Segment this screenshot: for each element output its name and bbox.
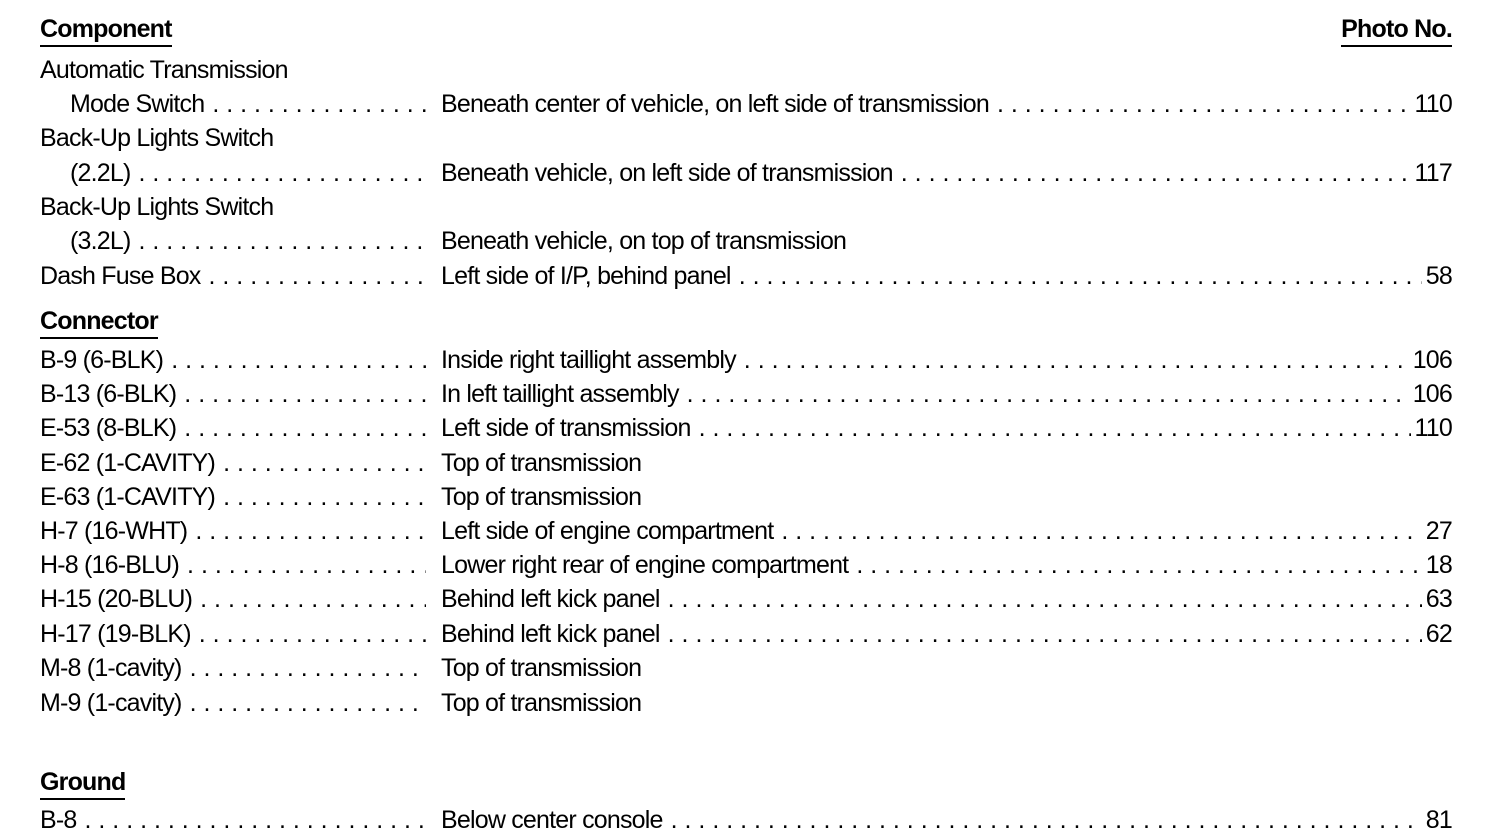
ground-location: Below center console bbox=[441, 806, 663, 834]
component-location: Beneath vehicle, on left side of transmission bbox=[441, 159, 893, 187]
leader-dots bbox=[781, 514, 1421, 548]
connector-name: B-13 (6-BLK) bbox=[40, 380, 177, 408]
leader-dots bbox=[223, 480, 426, 514]
connector-location: Left side of engine compartment bbox=[441, 517, 774, 545]
connector-location: Top of transmission bbox=[441, 689, 642, 717]
leader-dots bbox=[223, 446, 426, 480]
connector-heading: Connector bbox=[40, 306, 158, 339]
connector-location: Top of transmission bbox=[441, 483, 642, 511]
photo-number: 27 bbox=[1425, 517, 1452, 545]
leader-dots bbox=[699, 411, 1411, 445]
component-row-1 bbox=[40, 87, 1452, 121]
component-header-row bbox=[40, 14, 1452, 48]
connector-row bbox=[40, 377, 1452, 411]
component-title: Back-Up Lights Switch bbox=[40, 124, 274, 152]
connector-row bbox=[40, 617, 1452, 651]
photo-number: 81 bbox=[1425, 806, 1452, 834]
connector-location: Lower right rear of engine compartment bbox=[441, 551, 849, 579]
photo-number: 18 bbox=[1425, 551, 1452, 579]
connector-location: Left side of transmission bbox=[441, 414, 691, 442]
component-name: (3.2L) bbox=[70, 227, 131, 255]
photo-number: 106 bbox=[1412, 346, 1452, 374]
connector-location: Top of transmission bbox=[441, 654, 642, 682]
leader-dots bbox=[687, 377, 1409, 411]
connector-name: E-62 (1-CAVITY) bbox=[40, 449, 216, 477]
component-row-2 bbox=[40, 156, 1452, 190]
component-title: Automatic Transmission bbox=[40, 56, 288, 84]
component-row-4 bbox=[40, 259, 1452, 293]
photo-number: 110 bbox=[1414, 90, 1452, 118]
photo-number: 63 bbox=[1425, 585, 1452, 613]
component-name: Mode Switch bbox=[70, 90, 205, 118]
leader-dots bbox=[209, 259, 426, 293]
ground-header-row bbox=[40, 767, 1452, 801]
connector-row bbox=[40, 582, 1452, 616]
leader-dots bbox=[171, 343, 426, 377]
component-title: Back-Up Lights Switch bbox=[40, 193, 274, 221]
connector-row bbox=[40, 480, 1452, 514]
component-row-1-line1 bbox=[40, 53, 1452, 87]
component-row-2-line1 bbox=[40, 121, 1452, 155]
component-heading: Component bbox=[40, 14, 172, 47]
leader-dots bbox=[195, 514, 426, 548]
leader-dots bbox=[184, 377, 426, 411]
leader-dots bbox=[199, 617, 426, 651]
leader-dots bbox=[190, 686, 426, 720]
connector-name: E-53 (8-BLK) bbox=[40, 414, 177, 442]
leader-dots bbox=[997, 87, 1411, 121]
connector-row bbox=[40, 411, 1452, 445]
ground-row bbox=[40, 803, 1452, 837]
connector-name: M-9 (1-cavity) bbox=[40, 689, 182, 717]
leader-dots bbox=[184, 411, 426, 445]
connector-name: M-8 (1-cavity) bbox=[40, 654, 182, 682]
leader-dots bbox=[856, 548, 1421, 582]
component-name: Dash Fuse Box bbox=[40, 262, 201, 290]
connector-location: Inside right taillight assembly bbox=[441, 346, 736, 374]
connector-location: Behind left kick panel bbox=[441, 585, 660, 613]
component-location: Beneath center of vehicle, on left side of transmission bbox=[441, 90, 989, 118]
photo-number: 117 bbox=[1414, 159, 1452, 187]
connector-location: In left taillight assembly bbox=[441, 380, 679, 408]
connector-row bbox=[40, 446, 1452, 480]
leader-dots bbox=[668, 582, 1422, 616]
connector-location: Top of transmission bbox=[441, 449, 642, 477]
connector-name: H-8 (16-BLU) bbox=[40, 551, 180, 579]
ground-heading: Ground bbox=[40, 767, 125, 800]
photo-number: 62 bbox=[1425, 620, 1452, 648]
connector-row bbox=[40, 514, 1452, 548]
leader-dots bbox=[200, 582, 426, 616]
photo-number: 106 bbox=[1412, 380, 1452, 408]
leader-dots bbox=[139, 224, 426, 258]
photo-no-heading: Photo No. bbox=[1341, 14, 1452, 47]
leader-dots bbox=[212, 87, 426, 121]
leader-dots bbox=[739, 259, 1422, 293]
connector-name: H-17 (19-BLK) bbox=[40, 620, 191, 648]
leader-dots bbox=[190, 651, 426, 685]
leader-dots bbox=[671, 803, 1422, 837]
connector-name: H-7 (16-WHT) bbox=[40, 517, 188, 545]
connector-location: Behind left kick panel bbox=[441, 620, 660, 648]
leader-dots bbox=[744, 343, 1409, 377]
photo-number: 110 bbox=[1414, 414, 1452, 442]
component-location: Left side of I/P, behind panel bbox=[441, 262, 731, 290]
connector-name: E-63 (1-CAVITY) bbox=[40, 483, 216, 511]
leader-dots bbox=[668, 617, 1422, 651]
connector-row bbox=[40, 343, 1452, 377]
connector-name: B-9 (6-BLK) bbox=[40, 346, 164, 374]
leader-dots bbox=[139, 156, 426, 190]
leader-dots bbox=[187, 548, 426, 582]
component-row-3-line1 bbox=[40, 190, 1452, 224]
photo-number: 58 bbox=[1425, 262, 1452, 290]
connector-row bbox=[40, 548, 1452, 582]
component-location: Beneath vehicle, on top of transmission bbox=[441, 227, 847, 255]
leader-dots bbox=[901, 156, 1411, 190]
component-name: (2.2L) bbox=[70, 159, 131, 187]
ground-name: B-8 bbox=[40, 806, 77, 834]
leader-dots bbox=[85, 803, 426, 837]
connector-row bbox=[40, 686, 1452, 720]
connector-name: H-15 (20-BLU) bbox=[40, 585, 193, 613]
component-row-3 bbox=[40, 224, 1452, 258]
connector-row bbox=[40, 651, 1452, 685]
connector-header-row bbox=[40, 306, 1452, 340]
